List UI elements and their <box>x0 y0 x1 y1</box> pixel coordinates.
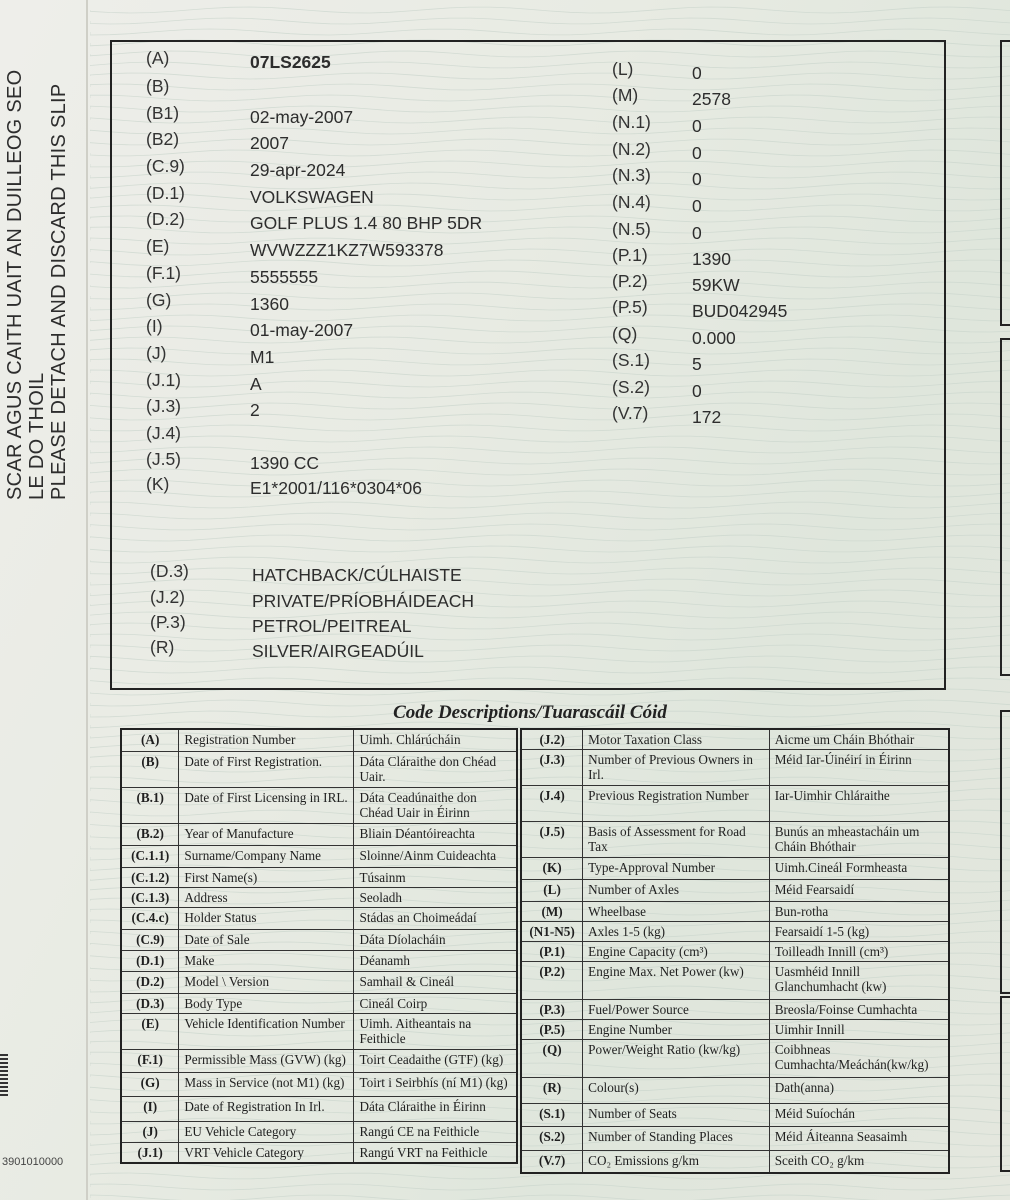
field-value: 0 <box>692 196 702 216</box>
field-code: (J.1) <box>146 370 181 390</box>
code-cell: (C.9) <box>121 929 179 950</box>
english-description: Date of Sale <box>179 929 354 950</box>
field-code: (J.5) <box>146 449 181 469</box>
field-code: (P.2) <box>612 271 648 291</box>
code-cell: (B.2) <box>121 823 179 845</box>
english-description: Make <box>179 950 354 971</box>
irish-description: Méid Suíochán <box>769 1104 949 1127</box>
english-description: Date of Registration In Irl. <box>179 1096 354 1121</box>
field-value: PETROL/PEITREAL <box>252 616 412 636</box>
english-description: Previous Registration Number <box>583 786 770 822</box>
irish-description: Bunús an mheastacháin um Cháin Bhóthair <box>769 822 949 858</box>
wave-line <box>90 1195 1010 1200</box>
code-table-right <box>520 728 950 1174</box>
wave-line <box>90 1173 1010 1179</box>
code-row <box>521 1020 949 1040</box>
english-description: Date of First Registration. <box>179 751 354 787</box>
code-cell: (K) <box>521 858 583 880</box>
field-code: (Q) <box>612 324 638 344</box>
field-value: VOLKSWAGEN <box>250 187 374 207</box>
code-row <box>121 1013 517 1049</box>
field-code: (F.1) <box>146 263 181 283</box>
code-descriptions-title: Code Descriptions/Tuarascáil Cóid <box>393 702 667 723</box>
irish-description: Toirt i Seirbhís (ní M1) (kg) <box>354 1072 517 1096</box>
field-code: (D.3) <box>150 561 189 581</box>
english-description: Number of Previous Owners in Irl. <box>583 750 770 786</box>
field-value: PRIVATE/PRÍOBHÁIDEACH <box>252 591 475 611</box>
english-description: Colour(s) <box>583 1078 770 1104</box>
irish-description: Uimhir Innill <box>769 1020 949 1040</box>
irish-description: Samhail & Cineál <box>354 971 517 993</box>
field-code: (N.2) <box>612 139 651 159</box>
wave-line <box>90 29 1010 35</box>
field-code: (K) <box>146 474 170 494</box>
code-row <box>521 1000 949 1020</box>
irish-description: Uimh. Chlárúcháin <box>354 729 517 751</box>
code-cell: (B.1) <box>121 787 179 823</box>
code-cell: (M) <box>521 902 583 922</box>
irish-description: Toilleadh Innill (cm³) <box>769 942 949 962</box>
irish-description: Dath(anna) <box>769 1078 949 1104</box>
code-row <box>121 929 517 950</box>
irish-description: Cineál Coirp <box>354 993 517 1013</box>
code-cell: (D.1) <box>121 950 179 971</box>
code-row <box>521 1151 949 1173</box>
field-value: 29-apr-2024 <box>250 160 346 180</box>
irish-description: Dáta Cláraithe in Éirinn <box>354 1096 517 1121</box>
english-description: Motor Taxation Class <box>583 729 770 750</box>
code-cell: (J.1) <box>121 1142 179 1163</box>
code-row <box>521 822 949 858</box>
detach-line-irish: SCAR AGUS CAITH UAIT AN DUILLEOG SEO <box>4 69 26 500</box>
english-description: Body Type <box>179 993 354 1013</box>
code-row <box>121 823 517 845</box>
field-value: 2578 <box>692 89 731 109</box>
code-row <box>121 1072 517 1096</box>
code-cell: (P.5) <box>521 1020 583 1040</box>
detach-instructions <box>4 0 70 500</box>
field-code: (P.5) <box>612 297 648 317</box>
english-description: Permissible Mass (GVW) (kg) <box>179 1049 354 1072</box>
irish-description: Sloinne/Ainm Cuideachta <box>354 845 517 867</box>
irish-description: Toirt Ceadaithe (GTF) (kg) <box>354 1049 517 1072</box>
english-description: Engine Capacity (cm³) <box>583 942 770 962</box>
english-description: Holder Status <box>179 907 354 929</box>
english-description: Number of Standing Places <box>583 1127 770 1151</box>
irish-description: Dáta Ceadúnaithe don Chéad Uair in Éirinn <box>354 787 517 823</box>
irish-description: Rangú VRT na Feithicle <box>354 1142 517 1163</box>
english-description: Type-Approval Number <box>583 858 770 880</box>
english-description: Model \ Version <box>179 971 354 993</box>
field-value: 2007 <box>250 133 289 153</box>
field-value: 5 <box>692 354 702 374</box>
field-code: (A) <box>146 48 170 68</box>
wave-line <box>90 18 1010 24</box>
english-description: Wheelbase <box>583 902 770 922</box>
code-row <box>121 993 517 1013</box>
code-row <box>121 971 517 993</box>
code-cell: (G) <box>121 1072 179 1096</box>
code-cell: (J.4) <box>521 786 583 822</box>
code-cell: (C.1.2) <box>121 867 179 887</box>
field-code: (B) <box>146 76 170 96</box>
code-cell: (J) <box>121 1121 179 1142</box>
irish-description: Méid Fearsaidí <box>769 880 949 902</box>
code-row <box>521 962 949 1000</box>
code-cell: (C.4.c) <box>121 907 179 929</box>
code-cell: (P.2) <box>521 962 583 1000</box>
code-row <box>121 950 517 971</box>
code-row <box>521 750 949 786</box>
field-code: (G) <box>146 290 172 310</box>
code-cell: (R) <box>521 1078 583 1104</box>
code-row <box>121 867 517 887</box>
irish-description: Coibhneas Cumhachta/Meáchán(kw/kg) <box>769 1040 949 1078</box>
code-row <box>121 1049 517 1072</box>
field-value: 0 <box>692 223 702 243</box>
english-description: Engine Number <box>583 1020 770 1040</box>
english-description: CO₂ Emissions g/km <box>583 1151 770 1173</box>
code-cell: (E) <box>121 1013 179 1049</box>
code-cell: (C.1.1) <box>121 845 179 867</box>
field-value: WVWZZZ1KZ7W593378 <box>250 240 444 260</box>
english-description: Axles 1-5 (kg) <box>583 922 770 942</box>
code-row <box>521 786 949 822</box>
code-row <box>121 887 517 907</box>
field-code: (D.2) <box>146 209 185 229</box>
english-description: VRT Vehicle Category <box>179 1142 354 1163</box>
field-value: 0 <box>692 143 702 163</box>
code-cell: (D.3) <box>121 993 179 1013</box>
field-code: (J.3) <box>146 396 181 416</box>
english-description: Address <box>179 887 354 907</box>
detach-line-english: PLEASE DETACH AND DISCARD THIS SLIP <box>48 83 70 500</box>
field-value: 0.000 <box>692 328 736 348</box>
code-cell: (B) <box>121 751 179 787</box>
code-row <box>521 1127 949 1151</box>
code-row <box>521 1104 949 1127</box>
field-code: (P.1) <box>612 245 648 265</box>
code-cell: (V.7) <box>521 1151 583 1173</box>
field-code: (V.7) <box>612 403 649 423</box>
field-code: (J.2) <box>150 587 185 607</box>
field-code: (J.4) <box>146 423 181 443</box>
english-description: Surname/Company Name <box>179 845 354 867</box>
field-value: 07LS2625 <box>250 52 331 72</box>
adjacent-page-border <box>1000 710 1010 994</box>
field-code: (I) <box>146 316 163 336</box>
code-cell: (J.2) <box>521 729 583 750</box>
english-description: Number of Axles <box>583 880 770 902</box>
field-value: 0 <box>692 381 702 401</box>
irish-description: Seoladh <box>354 887 517 907</box>
field-value: 1390 <box>692 249 731 269</box>
irish-description: Breosla/Foinse Cumhachta <box>769 1000 949 1020</box>
field-code: (N.5) <box>612 219 651 239</box>
irish-description: Sceith CO₂ g/km <box>769 1151 949 1173</box>
code-cell: (S.2) <box>521 1127 583 1151</box>
irish-description: Stádas an Choimeádaí <box>354 907 517 929</box>
field-value: HATCHBACK/CÚLHAISTE <box>252 565 462 585</box>
perforation-edge <box>86 0 88 1200</box>
code-cell: (A) <box>121 729 179 751</box>
english-description: Vehicle Identification Number <box>179 1013 354 1049</box>
code-row <box>521 1078 949 1104</box>
field-value: 1390 CC <box>250 453 320 473</box>
field-value: GOLF PLUS 1.4 80 BHP 5DR <box>250 213 483 233</box>
irish-description: Uasmhéid Innill Glanchumhacht (kw) <box>769 962 949 1000</box>
irish-description: Dáta Díolacháin <box>354 929 517 950</box>
field-value: M1 <box>250 347 275 367</box>
field-code: (R) <box>150 637 175 657</box>
wave-line <box>90 7 1010 13</box>
field-value: 0 <box>692 169 702 189</box>
field-value: 02-may-2007 <box>250 107 354 127</box>
english-description: Year of Manufacture <box>179 823 354 845</box>
field-value: 5555555 <box>250 267 319 287</box>
irish-description: Fearsaidí 1-5 (kg) <box>769 922 949 942</box>
barcode-mark <box>0 1052 8 1096</box>
field-code: (L) <box>612 59 634 79</box>
field-code: (C.9) <box>146 156 185 176</box>
code-cell: (C.1.3) <box>121 887 179 907</box>
code-cell: (J.3) <box>521 750 583 786</box>
field-code: (J) <box>146 343 167 363</box>
field-value: 172 <box>692 407 722 427</box>
vehicle-details-box <box>110 40 946 690</box>
irish-description: Uimh. Aitheantais na Feithicle <box>354 1013 517 1049</box>
english-description: Power/Weight Ratio (kw/kg) <box>583 1040 770 1078</box>
field-value: 2 <box>250 400 260 420</box>
irish-description: Déanamh <box>354 950 517 971</box>
field-value: SILVER/AIRGEADÚIL <box>252 641 424 661</box>
field-value: BUD042945 <box>692 301 788 321</box>
code-row <box>121 1142 517 1163</box>
code-cell: (Q) <box>521 1040 583 1078</box>
english-description: EU Vehicle Category <box>179 1121 354 1142</box>
irish-description: Dáta Cláraithe don Chéad Uair. <box>354 751 517 787</box>
field-code: (D.1) <box>146 183 185 203</box>
code-row <box>521 902 949 922</box>
irish-description: Bun-rotha <box>769 902 949 922</box>
field-value: 0 <box>692 116 702 136</box>
code-cell: (P.1) <box>521 942 583 962</box>
irish-description: Bliain Déantóireachta <box>354 823 517 845</box>
code-row <box>521 729 949 750</box>
code-row <box>121 1121 517 1142</box>
field-value: E1*2001/116*0304*06 <box>250 478 422 498</box>
adjacent-page-border <box>1000 40 1010 326</box>
english-description: Fuel/Power Source <box>583 1000 770 1020</box>
field-value: A <box>250 374 262 394</box>
code-row <box>121 907 517 929</box>
field-value: 01-may-2007 <box>250 320 354 340</box>
field-value: 0 <box>692 63 702 83</box>
adjacent-page-border <box>1000 338 1010 676</box>
code-row <box>121 751 517 787</box>
detach-line-irish-2: LE DO THOIL <box>26 372 48 500</box>
irish-description: Iar-Uimhir Chláraithe <box>769 786 949 822</box>
code-row <box>521 1040 949 1078</box>
field-code: (N.1) <box>612 112 651 132</box>
irish-description: Uimh.Cineál Formheasta <box>769 858 949 880</box>
field-code: (N.4) <box>612 192 651 212</box>
code-row <box>121 787 517 823</box>
field-value: 59KW <box>692 275 740 295</box>
english-description: Mass in Service (not M1) (kg) <box>179 1072 354 1096</box>
field-value: 1360 <box>250 294 289 314</box>
code-cell: (S.1) <box>521 1104 583 1127</box>
irish-description: Méid Iar-Úinéirí in Éirinn <box>769 750 949 786</box>
field-code: (S.1) <box>612 350 650 370</box>
code-cell: (J.5) <box>521 822 583 858</box>
english-description: Registration Number <box>179 729 354 751</box>
code-row <box>521 942 949 962</box>
code-row <box>521 858 949 880</box>
field-code: (P.3) <box>150 612 186 632</box>
english-description: Number of Seats <box>583 1104 770 1127</box>
adjacent-page-border <box>1000 996 1010 1172</box>
code-cell: (D.2) <box>121 971 179 993</box>
irish-description: Rangú CE na Feithicle <box>354 1121 517 1142</box>
irish-description: Túsainm <box>354 867 517 887</box>
code-cell: (L) <box>521 880 583 902</box>
irish-description: Aicme um Cháin Bhóthair <box>769 729 949 750</box>
english-description: Basis of Assessment for Road Tax <box>583 822 770 858</box>
field-code: (B2) <box>146 129 180 149</box>
english-description: First Name(s) <box>179 867 354 887</box>
code-cell: (P.3) <box>521 1000 583 1020</box>
irish-description: Méid Áiteanna Seasaimh <box>769 1127 949 1151</box>
code-table-left <box>120 728 518 1164</box>
field-code: (B1) <box>146 103 180 123</box>
english-description: Date of First Licensing in IRL. <box>179 787 354 823</box>
code-row <box>121 845 517 867</box>
field-code: (E) <box>146 236 170 256</box>
field-code: (M) <box>612 85 639 105</box>
code-cell: (N1-N5) <box>521 922 583 942</box>
code-row <box>521 922 949 942</box>
wave-line <box>90 1184 1010 1190</box>
field-code: (N.3) <box>612 165 651 185</box>
code-cell: (F.1) <box>121 1049 179 1072</box>
field-code: (S.2) <box>612 377 650 397</box>
code-cell: (I) <box>121 1096 179 1121</box>
code-row <box>121 1096 517 1121</box>
barcode-number: 3901010000 <box>2 1156 64 1168</box>
code-row <box>121 729 517 751</box>
english-description: Engine Max. Net Power (kw) <box>583 962 770 1000</box>
code-row <box>521 880 949 902</box>
